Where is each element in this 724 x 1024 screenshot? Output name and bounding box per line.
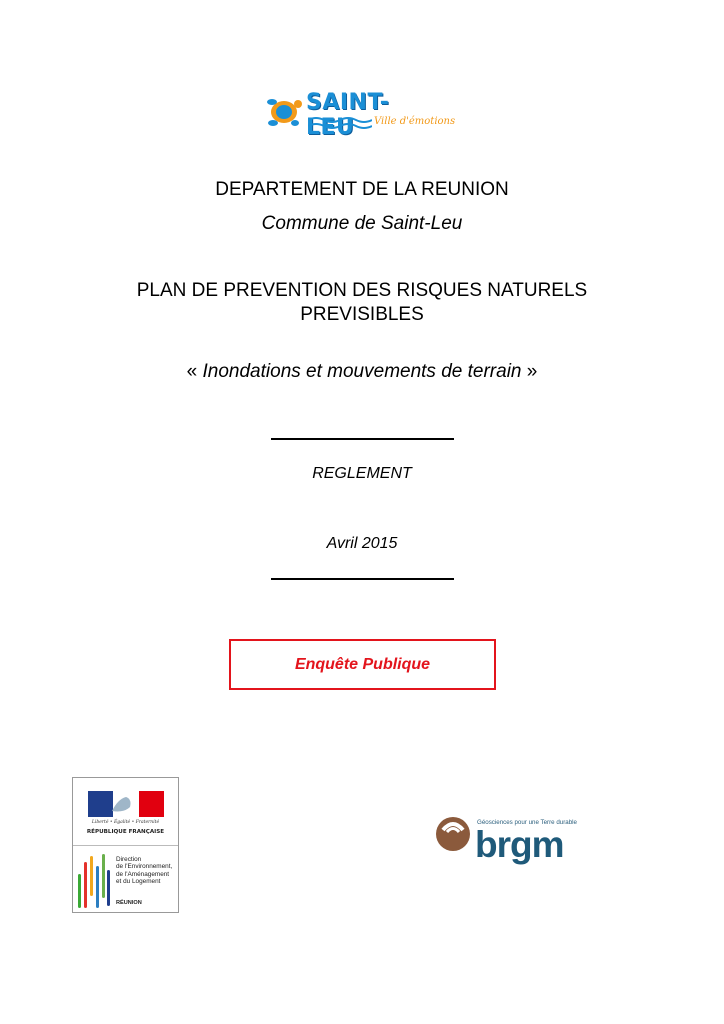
logo-divider <box>73 845 178 846</box>
direction-text <box>116 856 172 886</box>
saint-leu-tagline: Ville d'émotions <box>374 116 456 127</box>
republique-motto: Liberté • Égalité • Fraternité <box>91 820 160 825</box>
brgm-wordmark: brgm <box>475 824 564 865</box>
direction-line: et du Logement <box>116 878 161 886</box>
quote-close: » <box>521 361 538 382</box>
plan-title-line-1: PLAN DE PREVENTION DES RISQUES NATURELS <box>136 280 588 301</box>
turtle-icon <box>264 94 304 130</box>
saint-leu-wordmark: SAINT-LEU <box>306 90 390 140</box>
waves-icon <box>308 116 372 130</box>
brgm-logo <box>434 812 599 882</box>
plan-title <box>0 279 724 327</box>
plan-title-line-2: PREVISIBLES <box>300 304 424 325</box>
separator-top <box>271 438 454 440</box>
brgm-tagline: Géosciences pour une Terre durable <box>477 819 577 826</box>
department-heading: DEPARTEMENT DE LA REUNION <box>215 179 509 200</box>
subtitle-text: Inondations et mouvements de terrain <box>202 361 522 382</box>
quote-open: « <box>186 361 203 382</box>
saint-leu-logo <box>264 90 456 140</box>
status-box <box>229 639 496 690</box>
republique-title: RÉPUBLIQUE FRANÇAISE <box>86 829 165 835</box>
republique-francaise-logo <box>72 777 179 913</box>
direction-line: de l'Environnement, <box>116 863 173 871</box>
direction-line: de l'Aménagement <box>116 870 170 878</box>
region-label: RÉUNION <box>116 900 142 906</box>
document-date: Avril 2015 <box>326 535 398 552</box>
separator-bottom <box>271 578 454 580</box>
document-type: REGLEMENT <box>312 465 412 482</box>
brgm-sphere-icon <box>434 815 472 853</box>
marianne-icon <box>88 791 164 817</box>
status-label: Enquête Publique <box>294 655 431 673</box>
commune-heading: Commune de Saint-Leu <box>261 213 463 234</box>
direction-line: Direction <box>116 856 142 863</box>
colored-stripes-icon <box>76 852 112 910</box>
plan-subtitle <box>0 361 724 383</box>
